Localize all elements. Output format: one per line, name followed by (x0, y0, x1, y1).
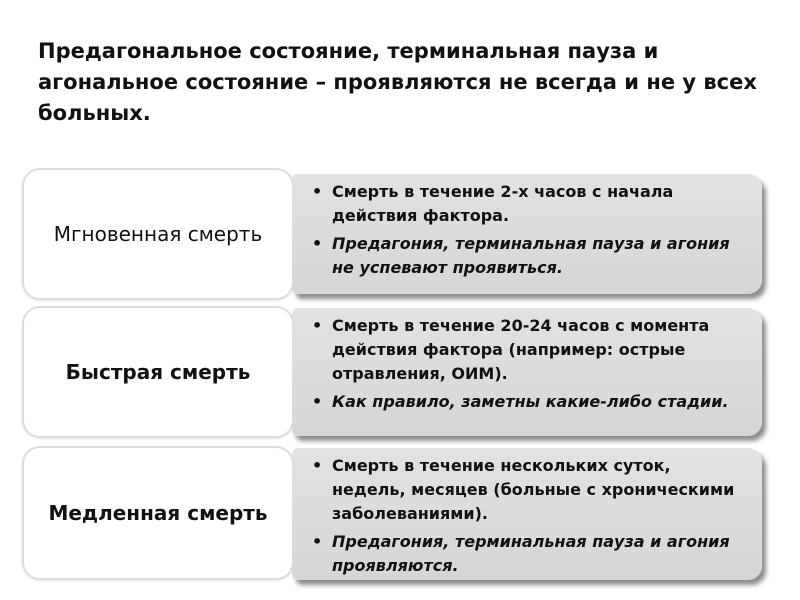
bullet-item: • Смерть в течение 2-х часов с начала действия фактора. (310, 180, 748, 228)
label-slow-death (22, 446, 294, 580)
label-instant-death (22, 168, 294, 300)
bullet-list (310, 180, 748, 280)
bullet-item: • Предагония, терминальная пауза и агония проявляются. (310, 530, 748, 578)
description-instant-death (292, 174, 762, 294)
bullet-item: • Предагония, терминальная пауза и агония не успевают проявиться. (310, 232, 748, 280)
bullet-list (310, 314, 748, 414)
label-text: Медленная смерть (48, 501, 268, 525)
label-text: Быстрая смерть (65, 360, 251, 384)
description-slow-death (292, 448, 762, 580)
label-text: Мгновенная смерть (53, 222, 263, 246)
row-instant-death (22, 168, 774, 302)
bullet-item: • Как правило, заметны какие-либо стадии. (310, 390, 748, 414)
bullet-item: • Смерть в течение нескольких суток, недель, месяцев (больные с хроническими заболеваниями). (310, 454, 748, 526)
label-fast-death (22, 306, 294, 438)
row-slow-death (22, 446, 774, 580)
bullet-list (310, 454, 748, 578)
bullet-item: • Смерть в течение 20-24 часов с момента действия фактора (например: острые отравления, ОИМ). (310, 314, 748, 386)
row-fast-death (22, 306, 774, 440)
slide-title: Предагональное состояние, терминальная пауза и агональное состояние – проявляются не всегда и не у всех больных. (38, 39, 757, 125)
description-fast-death (292, 308, 762, 436)
